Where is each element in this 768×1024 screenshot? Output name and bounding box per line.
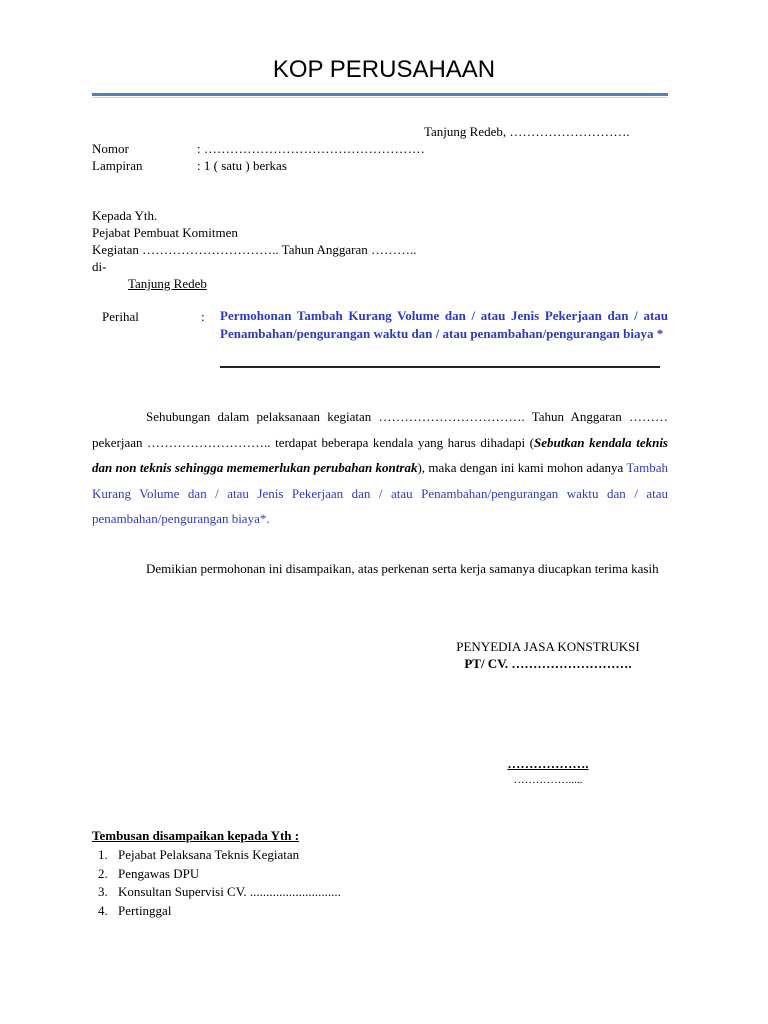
list-item: 4. Pertinggal bbox=[98, 902, 172, 918]
body-p1-part1: Sehubungan dalam pelaksanaan kegiatan ……………………………. Tahun Anggaran ……… pekerjaan ……………………….. terdapat beberapa kendala yang harus dihadapi ( bbox=[92, 409, 668, 450]
perihal-rule bbox=[220, 366, 660, 368]
body-p1-emphasis: Sebutkan kendala teknis dan non teknis sehingga mememerlukan perubahan kontrak bbox=[92, 434, 668, 475]
signature-name: ………………. bbox=[507, 756, 589, 771]
meta-label-lampiran: Lampiran bbox=[92, 158, 143, 173]
list-item: 2. Pengawas DPU bbox=[98, 865, 200, 881]
meta-label-nomor: Nomor bbox=[92, 141, 129, 156]
recipient-city: Tanjung Redeb bbox=[128, 276, 207, 291]
body-paragraph-1 bbox=[92, 404, 668, 532]
list-item: 3. Konsultan Supervisi CV. ............................ bbox=[98, 884, 341, 899]
signature-position: ……………..... bbox=[513, 774, 583, 786]
perihal-colon: : bbox=[201, 309, 205, 324]
body-p1-part2: ), maka dengan ini kami mohon adanya bbox=[417, 460, 627, 475]
letterhead-title: KOP PERUSAHAAN bbox=[272, 56, 496, 83]
recipient-at: di- bbox=[92, 259, 107, 274]
body-p2-text: Demikian permohonan ini disampaikan, atas perkenan serta kerja samanya diucapkan terima kasih bbox=[146, 561, 659, 576]
perihal-label: Perihal bbox=[102, 309, 139, 324]
meta-value-lampiran: : 1 ( satu ) berkas bbox=[197, 158, 287, 173]
recipient-title: Pejabat Pembuat Komitmen bbox=[92, 225, 238, 240]
recipient-activity: Kegiatan ………………………….. Tahun Anggaran ……….. bbox=[92, 242, 417, 257]
meta-value-nomor: : …………………………………………… bbox=[197, 141, 425, 156]
cc-list bbox=[92, 846, 341, 920]
signature-company: PT/ CV. ………………………. bbox=[464, 656, 632, 671]
body-paragraph-2 bbox=[92, 556, 668, 582]
letterhead-rule bbox=[92, 93, 668, 96]
recipient-salutation: Kepada Yth. bbox=[92, 208, 158, 223]
cc-title: Tembusan disampaikan kepada Yth : bbox=[92, 828, 300, 843]
letterhead-rule-shadow bbox=[92, 97, 668, 98]
place-date: Tanjung Redeb, ………………………. bbox=[424, 124, 630, 139]
signature-org: PENYEDIA JASA KONSTRUKSI bbox=[456, 639, 640, 654]
body-p1-request: Tambah Kurang Volume dan / atau Jenis Pekerjaan dan / atau Penambahan/pengurangan waktu dan / atau penambahan/pengurangan biaya*. bbox=[92, 460, 668, 526]
perihal-text: Permohonan Tambah Kurang Volume dan / atau Jenis Pekerjaan dan / atau Penambahan/pengurangan waktu dan / atau penambahan/pengurangan biaya * bbox=[220, 308, 668, 341]
list-item: 1. Pejabat Pelaksana Teknis Kegiatan bbox=[98, 847, 300, 862]
